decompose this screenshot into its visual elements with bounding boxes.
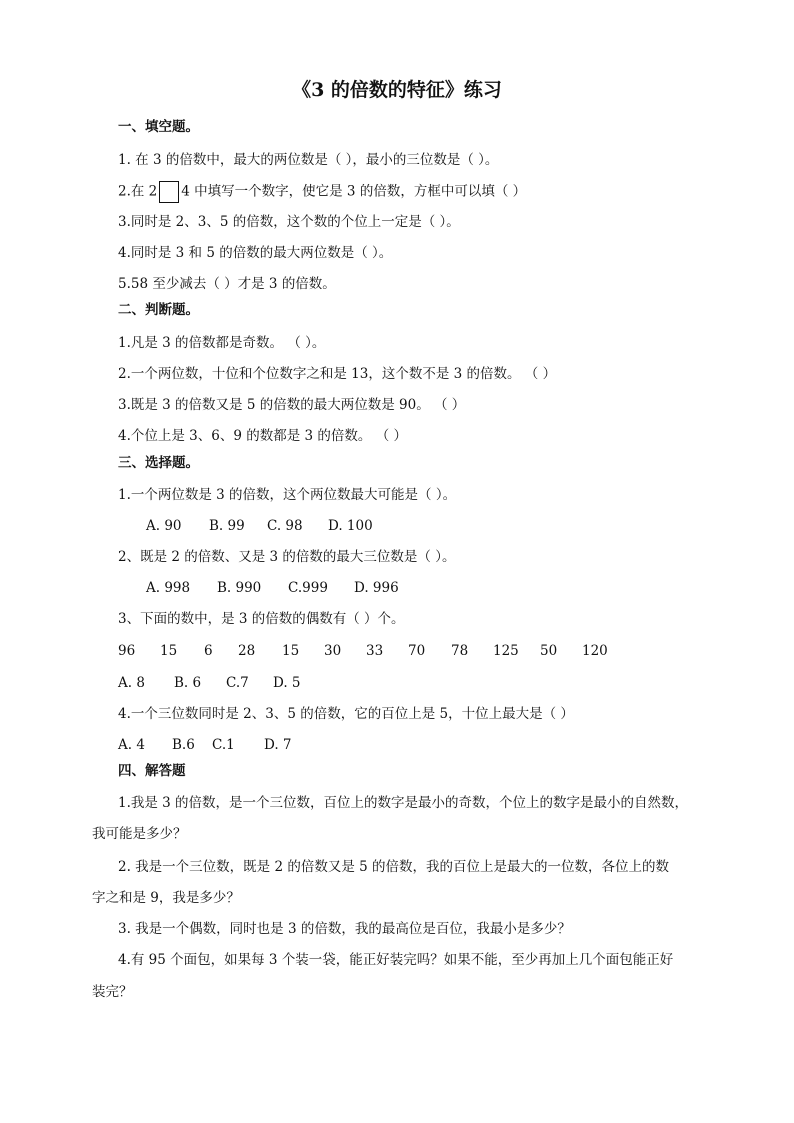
number-item: 96 xyxy=(118,643,136,659)
tf-question-2: 2.一个两位数，十位和个位数字之和是 13，这个数不是 3 的倍数。 （ ） xyxy=(118,366,557,382)
section-heading-choice: 三、选择题。 xyxy=(118,455,199,471)
number-item: 33 xyxy=(366,643,384,659)
option-d: D. 100 xyxy=(328,518,373,534)
section-heading-fill-blank: 一、填空题。 xyxy=(118,119,199,135)
number-item: 70 xyxy=(408,643,426,659)
fill-question-2-prefix: 2.在 2 xyxy=(118,183,158,200)
option-a: A. 998 xyxy=(146,580,191,596)
answer-question-3: 3. 我是一个偶数，同时也是 3 的倍数，我的最高位是百位，我最小是多少？ xyxy=(118,921,571,937)
number-item: 15 xyxy=(282,643,300,659)
choice-question-2-options xyxy=(146,578,399,598)
fill-question-3: 3.同时是 2、3、5 的倍数，这个数的个位上一定是（ ）。 xyxy=(118,214,460,230)
choice-question-3-options xyxy=(118,673,301,693)
choice-question-2: 2、既是 2 的倍数、又是 3 的倍数的最大三位数是（ ）。 xyxy=(118,549,456,565)
option-b: B. 99 xyxy=(209,518,245,534)
page-title: 《3 的倍数的特征》练习 xyxy=(292,79,502,101)
option-c: C.7 xyxy=(226,675,249,691)
number-item: 125 xyxy=(493,643,519,659)
choice-question-3: 3、下面的数中，是 3 的倍数的偶数有（ ）个。 xyxy=(118,611,405,627)
number-item: 78 xyxy=(451,643,469,659)
number-item: 15 xyxy=(160,643,178,659)
choice-question-4: 4.一个三位数同时是 2、3、5 的倍数，它的百位上是 5，十位上最大是（ ） xyxy=(118,706,574,722)
fill-question-1: 1. 在 3 的倍数中，最大的两位数是（ ），最小的三位数是（ ）。 xyxy=(118,152,499,168)
choice-question-1: 1.一个两位数是 3 的倍数，这个两位数最大可能是（ ）。 xyxy=(118,487,457,503)
option-d: D. 7 xyxy=(264,737,292,753)
fill-question-2 xyxy=(118,181,526,203)
answer-question-2-line-1: 2. 我是一个三位数，既是 2 的倍数又是 5 的倍数，我的百位上是最大的一位数，各位上的数 xyxy=(118,859,670,875)
section-heading-true-false: 二、判断题。 xyxy=(118,302,199,318)
option-b: B.6 xyxy=(172,737,195,753)
option-d: D. 5 xyxy=(273,675,301,691)
option-b: B. 990 xyxy=(217,580,262,596)
choice-question-3-numbers xyxy=(118,641,608,661)
tf-question-4: 4.个位上是 3、6、9 的数都是 3 的倍数。 （ ） xyxy=(118,428,407,444)
answer-question-2-line-2: 字之和是 9，我是多少？ xyxy=(92,890,240,906)
option-c: C. 98 xyxy=(267,518,303,534)
answer-question-1-line-2: 我可能是多少？ xyxy=(92,826,187,842)
answer-question-1-line-1: 1.我是 3 的倍数，是一个三位数，百位上的数字是最小的奇数，个位上的数字是最小的自然数， xyxy=(118,795,689,811)
option-a: A. 4 xyxy=(118,737,145,753)
choice-question-4-options xyxy=(118,735,292,755)
answer-box xyxy=(159,181,179,203)
section-heading-answer: 四、解答题 xyxy=(118,763,186,779)
tf-question-3: 3.既是 3 的倍数又是 5 的倍数的最大两位数是 90。 （ ） xyxy=(118,397,466,413)
option-c: C.1 xyxy=(212,737,235,753)
tf-question-1: 1.凡是 3 的倍数都是奇数。 （ ）。 xyxy=(118,335,326,351)
answer-question-4-line-2: 装完？ xyxy=(92,984,133,1000)
option-d: D. 996 xyxy=(354,580,399,596)
option-a: A. 8 xyxy=(118,675,145,691)
number-item: 6 xyxy=(204,643,213,659)
option-c: C.999 xyxy=(288,580,328,596)
fill-question-2-suffix: 4 中填写一个数字，使它是 3 的倍数，方框中可以填（ ） xyxy=(181,183,527,200)
option-b: B. 6 xyxy=(174,675,202,691)
number-item: 50 xyxy=(540,643,558,659)
fill-question-5: 5.58 至少减去（ ）才是 3 的倍数。 xyxy=(118,276,336,292)
answer-question-4-line-1: 4.有 95 个面包，如果每 3 个装一袋，能正好装完吗？如果不能，至少再加上几个面包能正好 xyxy=(118,952,674,968)
option-a: A. 90 xyxy=(146,518,182,534)
number-item: 120 xyxy=(582,643,608,659)
number-item: 30 xyxy=(324,643,342,659)
number-item: 28 xyxy=(238,643,256,659)
choice-question-1-options xyxy=(146,516,373,536)
fill-question-4: 4.同时是 3 和 5 的倍数的最大两位数是（ ）。 xyxy=(118,245,393,261)
